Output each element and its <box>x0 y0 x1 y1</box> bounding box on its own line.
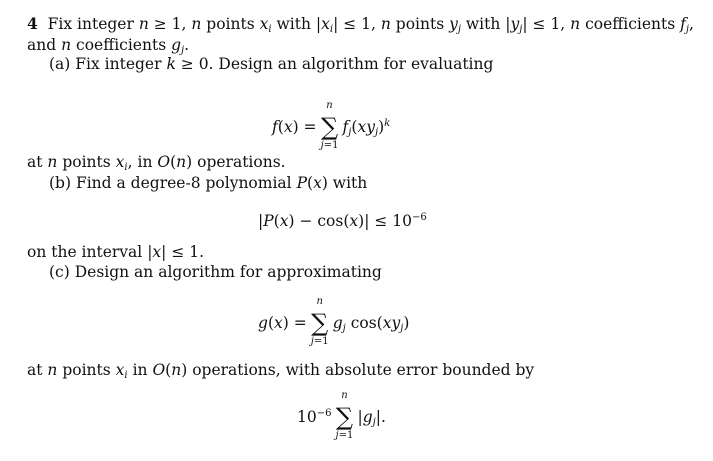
part-b-heading: (b) Find a degree-8 polynomial P(x) with <box>49 174 368 192</box>
formula-p: $|P(x) - \cos(x)| \le 10^{-6}$ <box>258 212 427 230</box>
summation-symbol: n ∑ j=1 <box>310 296 329 347</box>
problem-number: 4 <box>27 14 38 33</box>
intro-text: coefficients <box>585 15 676 33</box>
part-text: at <box>27 153 43 171</box>
formula-error-bound: $10^{-6}$ n ∑ j=1 $|g_j|$. <box>297 390 386 441</box>
part-a-after: at n points $x_i$, in O(n) operations. <box>27 153 286 173</box>
part-text: on the interval <box>27 243 143 261</box>
summation-symbol: n ∑ j=1 <box>320 100 339 151</box>
part-text: in <box>132 361 148 379</box>
part-b-after: on the interval |x| ≤ 1. <box>27 243 205 261</box>
part-text: Fix integer <box>75 55 162 73</box>
formula-g: g(x) = n ∑ j=1 $g_j$ $\cos(xy_j)$ <box>258 296 410 347</box>
intro-line-1: 4 Fix integer n ≥ 1, n points $x_i$ with $|x_i| \le 1$, n points $y_j$ with $|y_j| \le 1$, n coefficients $f_j$, <box>27 14 694 35</box>
part-label: (c) <box>49 263 70 281</box>
part-text: points <box>62 361 111 379</box>
part-text: with <box>332 174 368 192</box>
part-a-heading: (a) Fix integer k ≥ 0. Design an algorithm for evaluating <box>49 55 494 73</box>
part-c-after: at n points $x_i$ in O(n) operations, with absolute error bounded by <box>27 361 535 381</box>
intro-text: points <box>395 15 445 33</box>
intro-text: coefficients <box>76 36 167 54</box>
part-c-heading <box>49 263 382 281</box>
part-text: in <box>137 153 153 171</box>
part-text: points <box>62 153 111 171</box>
part-label: (b) <box>49 174 72 192</box>
intro-text: with <box>465 15 501 33</box>
part-text: at <box>27 361 43 379</box>
formula-f: f(x) = n ∑ j=1 $f_j(xy_j)^k$ <box>272 100 391 151</box>
intro-text: points <box>206 15 255 33</box>
part-text: operations. <box>197 153 286 171</box>
intro-text: and <box>27 36 57 54</box>
summation-symbol: n ∑ j=1 <box>335 390 354 441</box>
part-label: (a) <box>49 55 71 73</box>
part-text: operations, with absolute error bounded by <box>192 361 535 379</box>
intro-line-2: and n coefficients $g_j$. <box>27 36 190 56</box>
part-text: Design an algorithm for approximating <box>74 263 382 281</box>
intro-text: Fix integer <box>47 15 134 33</box>
part-text: Find a degree-8 polynomial <box>75 174 292 192</box>
intro-text: with <box>276 15 311 33</box>
part-text: Design an algorithm for evaluating <box>218 55 494 73</box>
